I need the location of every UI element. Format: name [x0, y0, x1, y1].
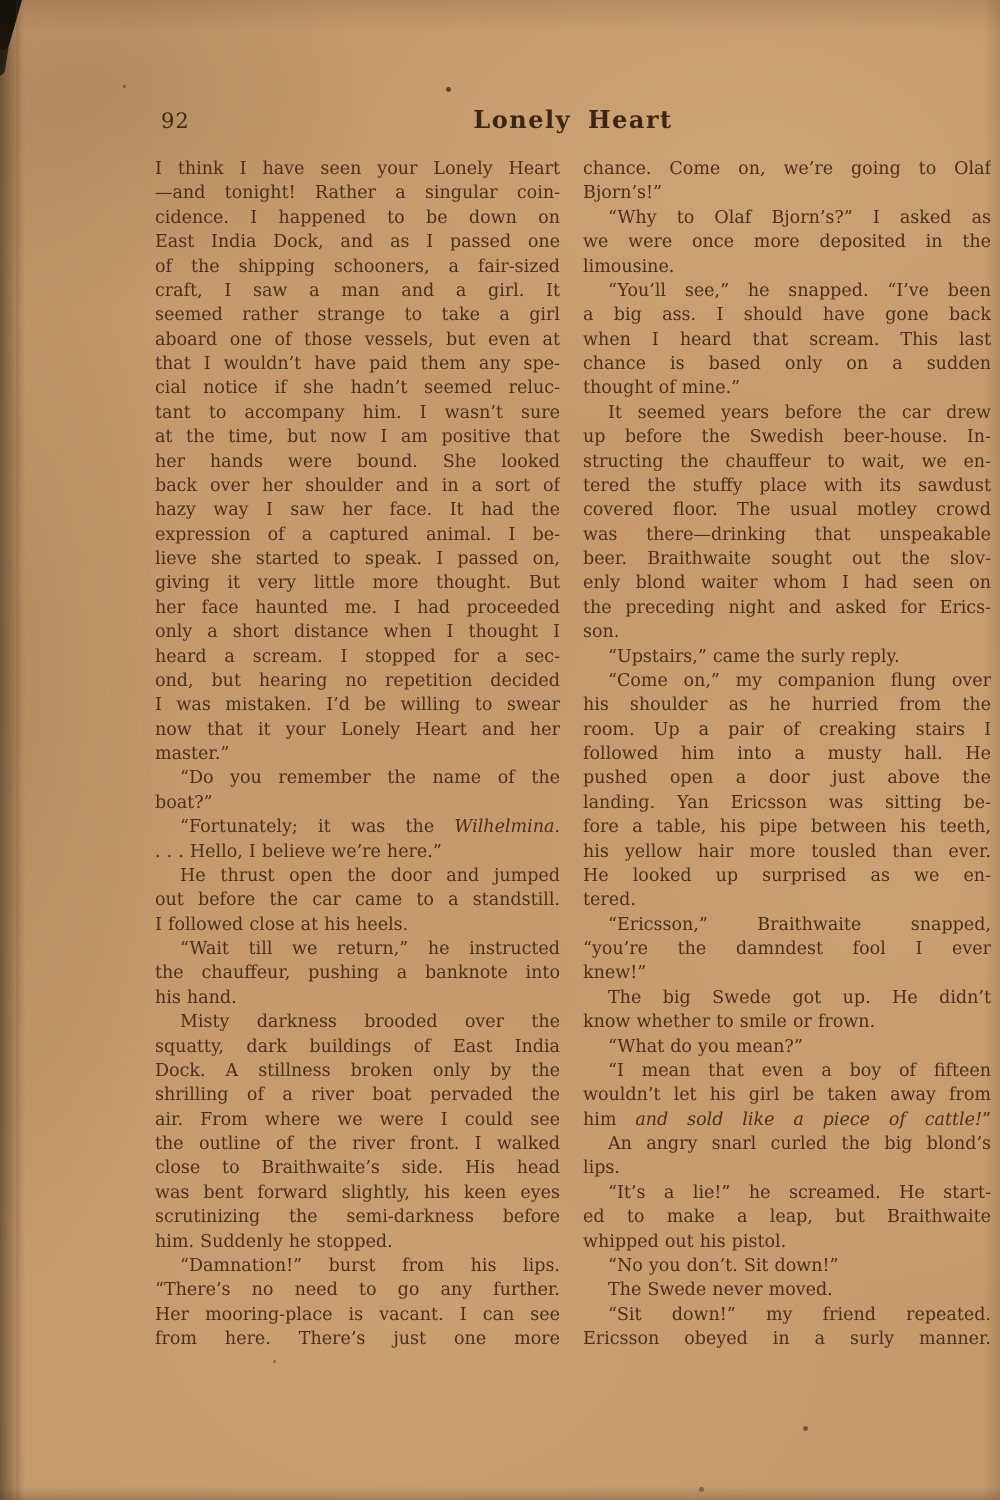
text-line: a big ass. I should have gone back	[583, 305, 991, 326]
text-line: “Fortunately; it was the Wilhelmina.	[180, 817, 560, 838]
text-line: seemed rather strange to take a girl	[155, 305, 560, 326]
text-line: was bent forward slightly, his keen eyes	[155, 1182, 560, 1203]
text-line: from here. There’s just one more	[155, 1329, 560, 1349]
text-line: “It’s a lie!” he screamed. He start-	[608, 1182, 991, 1203]
text-line: fore a table, his pipe between his teeth,	[583, 817, 991, 838]
text-line: tered the stuffy place with its sawdust	[583, 475, 991, 496]
text-line: chance. Come on, we’re going to Olaf	[583, 159, 991, 179]
text-line: the chauffeur, pushing a banknote into	[155, 963, 560, 984]
text-line: landing. Yan Ericsson was sitting be-	[583, 792, 991, 813]
text-line: covered floor. The usual motley crowd	[583, 500, 991, 521]
text-line: aboard one of those vessels, but even at	[155, 329, 560, 350]
text-line: The Swede never moved.	[608, 1280, 833, 1301]
text-line: scrutinizing the semi-darkness before	[155, 1207, 560, 1228]
text-line: Dock. A stillness broken only by the	[155, 1060, 560, 1081]
text-line: know whether to smile or frown.	[583, 1012, 876, 1033]
text-line: out before the car came to a standstill.	[155, 890, 560, 911]
text-line: master.”	[155, 744, 230, 764]
text-line: Ericsson obeyed in a surly manner.	[583, 1329, 991, 1349]
text-line: close to Braithwaite’s side. His head	[155, 1158, 560, 1179]
text-line: her hands were bound. She looked	[155, 451, 560, 472]
text-line: room. Up a pair of creaking stairs I	[583, 719, 991, 740]
text-line: him and sold like a piece of cattle!”	[583, 1109, 991, 1130]
text-line: tant to accompany him. I wasn’t sure	[155, 402, 560, 423]
text-line: at the time, but now I am positive that	[155, 427, 560, 448]
text-line: An angry snarl curled the big blond’s	[608, 1134, 991, 1154]
text-line: back over her shoulder and in a sort of	[155, 475, 560, 496]
text-line: expression of a captured animal. I be-	[155, 524, 560, 545]
text-line: pushed open a door just above the	[583, 768, 991, 789]
text-line: East India Dock, and as I passed one	[155, 232, 560, 253]
text-line: him. Suddenly he stopped.	[155, 1231, 393, 1252]
text-line: followed him into a musty hall. He	[583, 744, 991, 764]
text-line: limousine.	[583, 256, 675, 277]
text-line: was there—drinking that unspeakable	[583, 524, 991, 545]
text-line: now that it your Lonely Heart and her	[155, 719, 560, 740]
text-line: his shoulder as he hurried from the	[583, 695, 991, 716]
paper-specks	[0, 0, 3, 3]
text-line: “There’s no need to go any further.	[155, 1280, 560, 1301]
text-line: her face haunted me. I had proceeded	[155, 597, 560, 618]
text-line: we were once more deposited in the	[583, 232, 991, 253]
text-line: only a short distance when I thought I	[155, 622, 560, 643]
text-line: I followed close at his heels.	[155, 914, 409, 935]
text-line: He looked up surprised as we en-	[583, 865, 991, 886]
text-line: “Why to Olaf Bjorn’s?” I asked as	[608, 207, 991, 228]
text-line: wouldn’t let his girl be taken away from	[583, 1085, 991, 1106]
text-line: “you’re the damndest fool I ever	[583, 939, 991, 959]
text-line: “No you don’t. Sit down!”	[608, 1255, 839, 1276]
text-line: giving it very little more thought. But	[155, 573, 560, 594]
text-line: lieve she started to speak. I passed on,	[155, 549, 560, 569]
page-crease	[16, 0, 26, 1500]
text-line: . . . Hello, I believe we’re here.”	[155, 841, 442, 862]
text-line: cidence. I happened to be down on	[155, 207, 560, 228]
page-title: Lonely Heart	[473, 105, 673, 134]
text-line: ond, but hearing no repetition decided	[155, 670, 560, 691]
text-columns	[155, 157, 991, 1351]
text-line: “What do you mean?”	[608, 1036, 803, 1057]
text-column-left	[155, 157, 560, 1351]
text-line: beer. Braithwaite sought out the slov-	[583, 549, 991, 569]
text-line: Misty darkness brooded over the	[180, 1012, 560, 1033]
text-line: chance is based only on a sudden	[583, 354, 991, 374]
text-line: “Upstairs,” came the surly reply.	[608, 646, 900, 667]
text-line: air. From where we were I could see	[155, 1109, 560, 1130]
text-line: ed to make a leap, but Braithwaite	[583, 1207, 991, 1228]
text-line: his hand.	[155, 987, 237, 1008]
text-line: “Ericsson,” Braithwaite snapped,	[608, 914, 991, 935]
text-line: shrilling of a river boat pervaded the	[155, 1085, 560, 1106]
text-line: son.	[583, 622, 620, 643]
text-line: enly blond waiter whom I had seen on	[583, 573, 991, 594]
text-line: that I wouldn’t have paid them any spe-	[155, 354, 560, 374]
text-line: lips.	[583, 1158, 620, 1179]
scan-edge-mark	[0, 23, 12, 77]
text-line: knew!”	[583, 963, 647, 984]
text-line: tered.	[583, 890, 636, 911]
text-line: cial notice if she hadn’t seemed reluc-	[155, 378, 560, 399]
text-line: craft, I saw a man and a girl. It	[155, 280, 560, 301]
text-line: I think I have seen your Lonely Heart	[155, 159, 560, 179]
text-line: hazy way I saw her face. It had the	[155, 500, 560, 521]
text-line: heard a scream. I stopped for a sec-	[155, 646, 560, 667]
page-header	[155, 103, 991, 141]
page-number: 92	[161, 109, 190, 133]
text-line: boat?”	[155, 792, 213, 813]
text-line: whipped out his pistol.	[583, 1231, 787, 1252]
text-line: He thrust open the door and jumped	[180, 865, 560, 886]
text-line: when I heard that scream. This last	[583, 329, 991, 350]
text-line: structing the chauffeur to wait, we en-	[583, 451, 991, 472]
text-line: “Do you remember the name of the	[180, 768, 560, 789]
text-line: up before the Swedish beer-house. In-	[583, 427, 991, 448]
text-line: I was mistaken. I’d be willing to swear	[155, 695, 560, 716]
text-line: “Sit down!” my friend repeated.	[608, 1304, 991, 1325]
text-line: “Damnation!” burst from his lips.	[180, 1255, 560, 1276]
text-line: the preceding night and asked for Erics-	[583, 597, 991, 618]
text-line: “You’ll see,” he snapped. “I’ve been	[608, 280, 991, 301]
text-line: It seemed years before the car drew	[608, 402, 991, 423]
text-line: The big Swede got up. He didn’t	[608, 987, 991, 1008]
text-line: “Come on,” my companion flung over	[608, 670, 991, 691]
text-line: his yellow hair more tousled than ever.	[583, 841, 991, 862]
text-line: squatty, dark buildings of East India	[155, 1036, 560, 1057]
text-line: “Wait till we return,” he instructed	[180, 939, 560, 959]
text-column-right	[583, 157, 991, 1351]
text-line: Bjorn’s!”	[583, 183, 662, 204]
text-line: the outline of the river front. I walked	[155, 1134, 560, 1154]
text-line: thought of mine.”	[583, 378, 741, 399]
text-line: Her mooring-place is vacant. I can see	[155, 1304, 560, 1325]
text-line: “I mean that even a boy of fifteen	[608, 1060, 991, 1081]
text-line: —and tonight! Rather a singular coin-	[155, 183, 560, 204]
text-line: of the shipping schooners, a fair-sized	[155, 256, 560, 277]
